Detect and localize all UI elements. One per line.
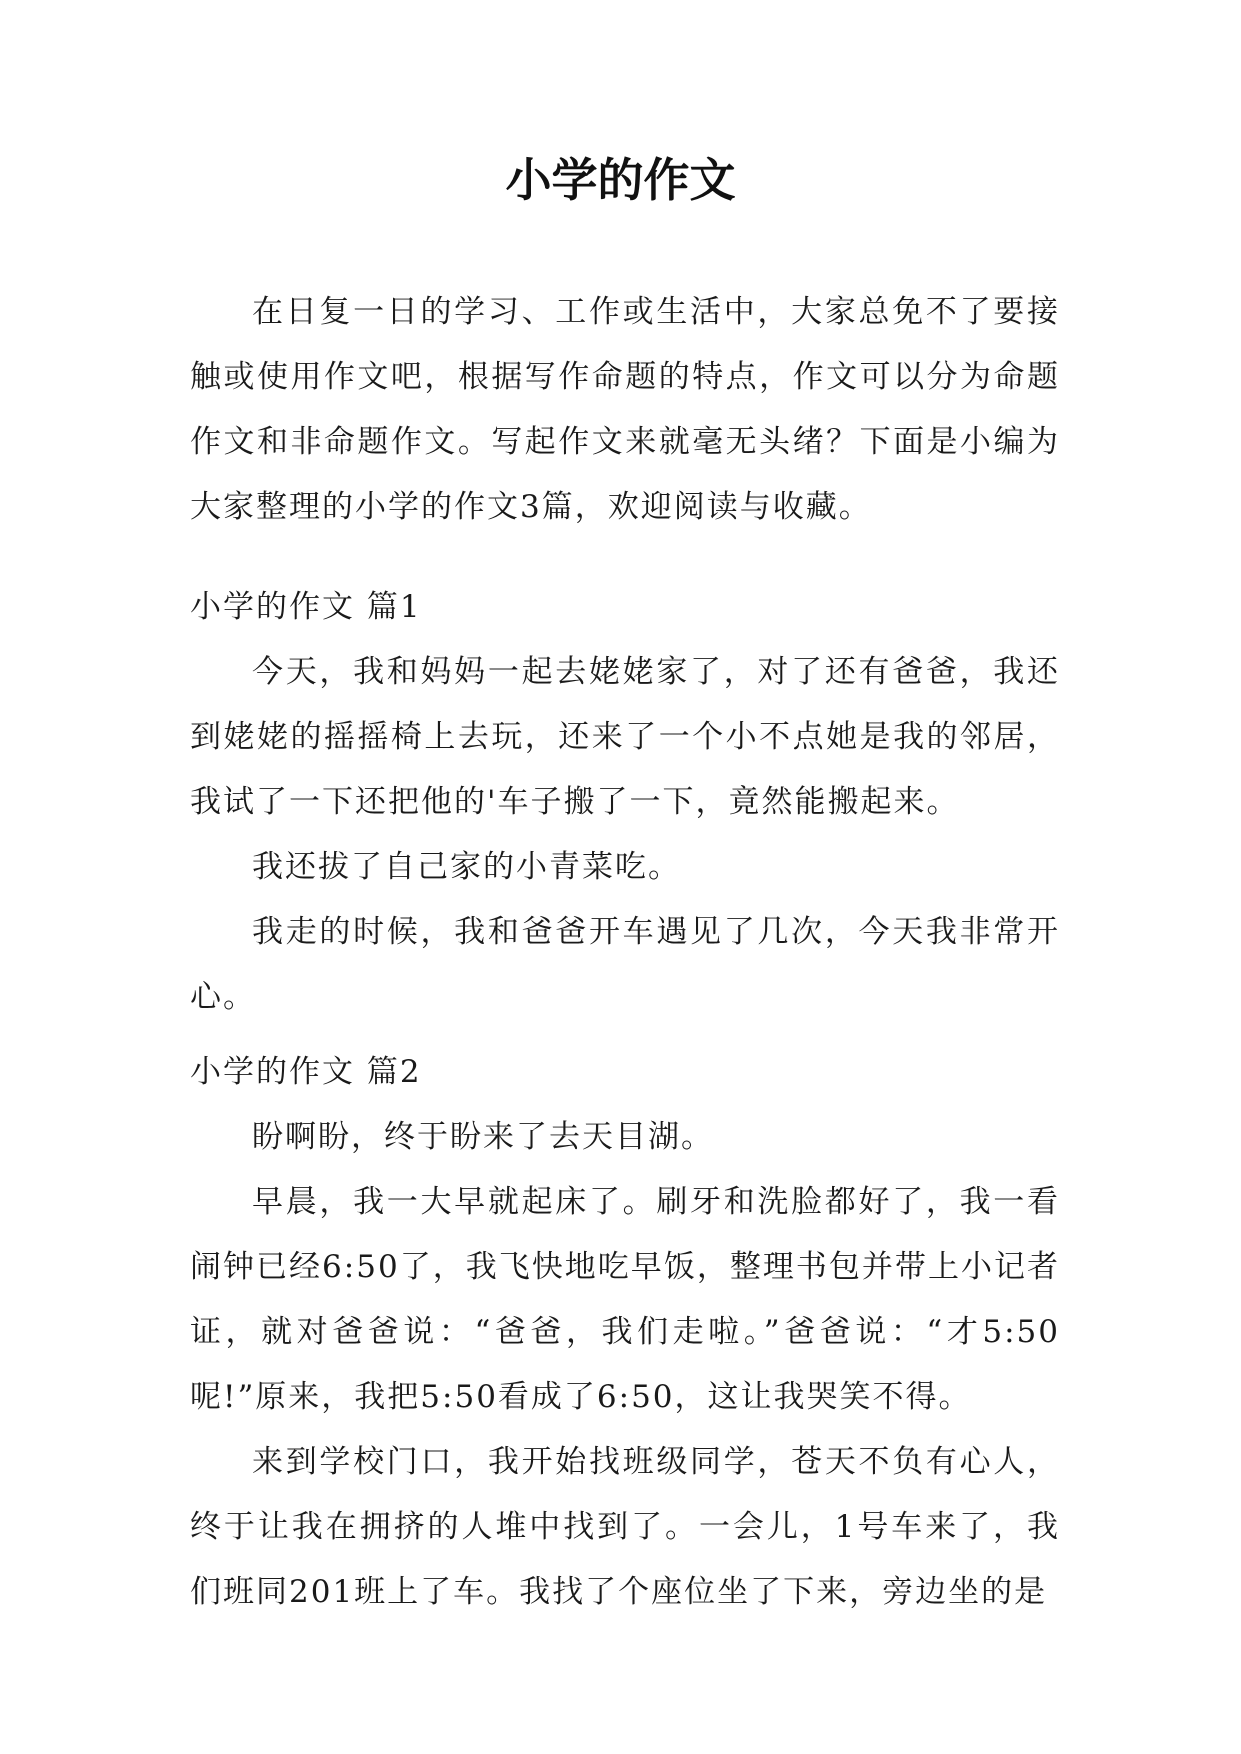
intro-paragraph: 在日复一日的学习、工作或生活中，大家总免不了要接触或使用作文吧，根据写作命题的特点，作文可以分为命题作文和非命题作文。写起作文来就毫无头绪？下面是小编为大家整理的小学的作文3篇，欢迎阅读与收藏。 <box>190 294 1060 525</box>
page-title: 小学的作文 <box>505 153 736 207</box>
section-heading: 小学的作文 篇1 <box>190 589 422 625</box>
section-paragraph: 我还拔了自己家的小青菜吃。 <box>252 849 681 885</box>
section-2 <box>190 1040 1060 1625</box>
intro-block <box>190 280 1060 540</box>
section-paragraph: 盼啊盼，终于盼来了去天目湖。 <box>252 1119 714 1155</box>
section-heading: 小学的作文 篇2 <box>190 1054 422 1090</box>
section-paragraph: 我走的时候，我和爸爸开车遇见了几次，今天我非常开心。 <box>190 914 1060 1015</box>
section-paragraph: 来到学校门口，我开始找班级同学，苍天不负有心人，终于让我在拥挤的人堆中找到了。一会儿，1号车来了，我们班同201班上了车。我找了个座位坐了下来，旁边坐的是 <box>190 1444 1060 1610</box>
section-1 <box>190 575 1060 1030</box>
section-paragraph: 今天，我和妈妈一起去姥姥家了，对了还有爸爸，我还到姥姥的摇摇椅上去玩，还来了一个小不点她是我的邻居，我试了一下还把他的'车子搬了一下，竟然能搬起来。 <box>190 654 1060 820</box>
section-paragraph: 早晨，我一大早就起床了。刷牙和洗脸都好了，我一看闹钟已经6:50了，我飞快地吃早饭，整理书包并带上小记者证，就对爸爸说：“爸爸，我们走啦。”爸爸说：“才5:50呢!”原来，我把5:50看成了6:50，这让我哭笑不得。 <box>190 1184 1060 1415</box>
